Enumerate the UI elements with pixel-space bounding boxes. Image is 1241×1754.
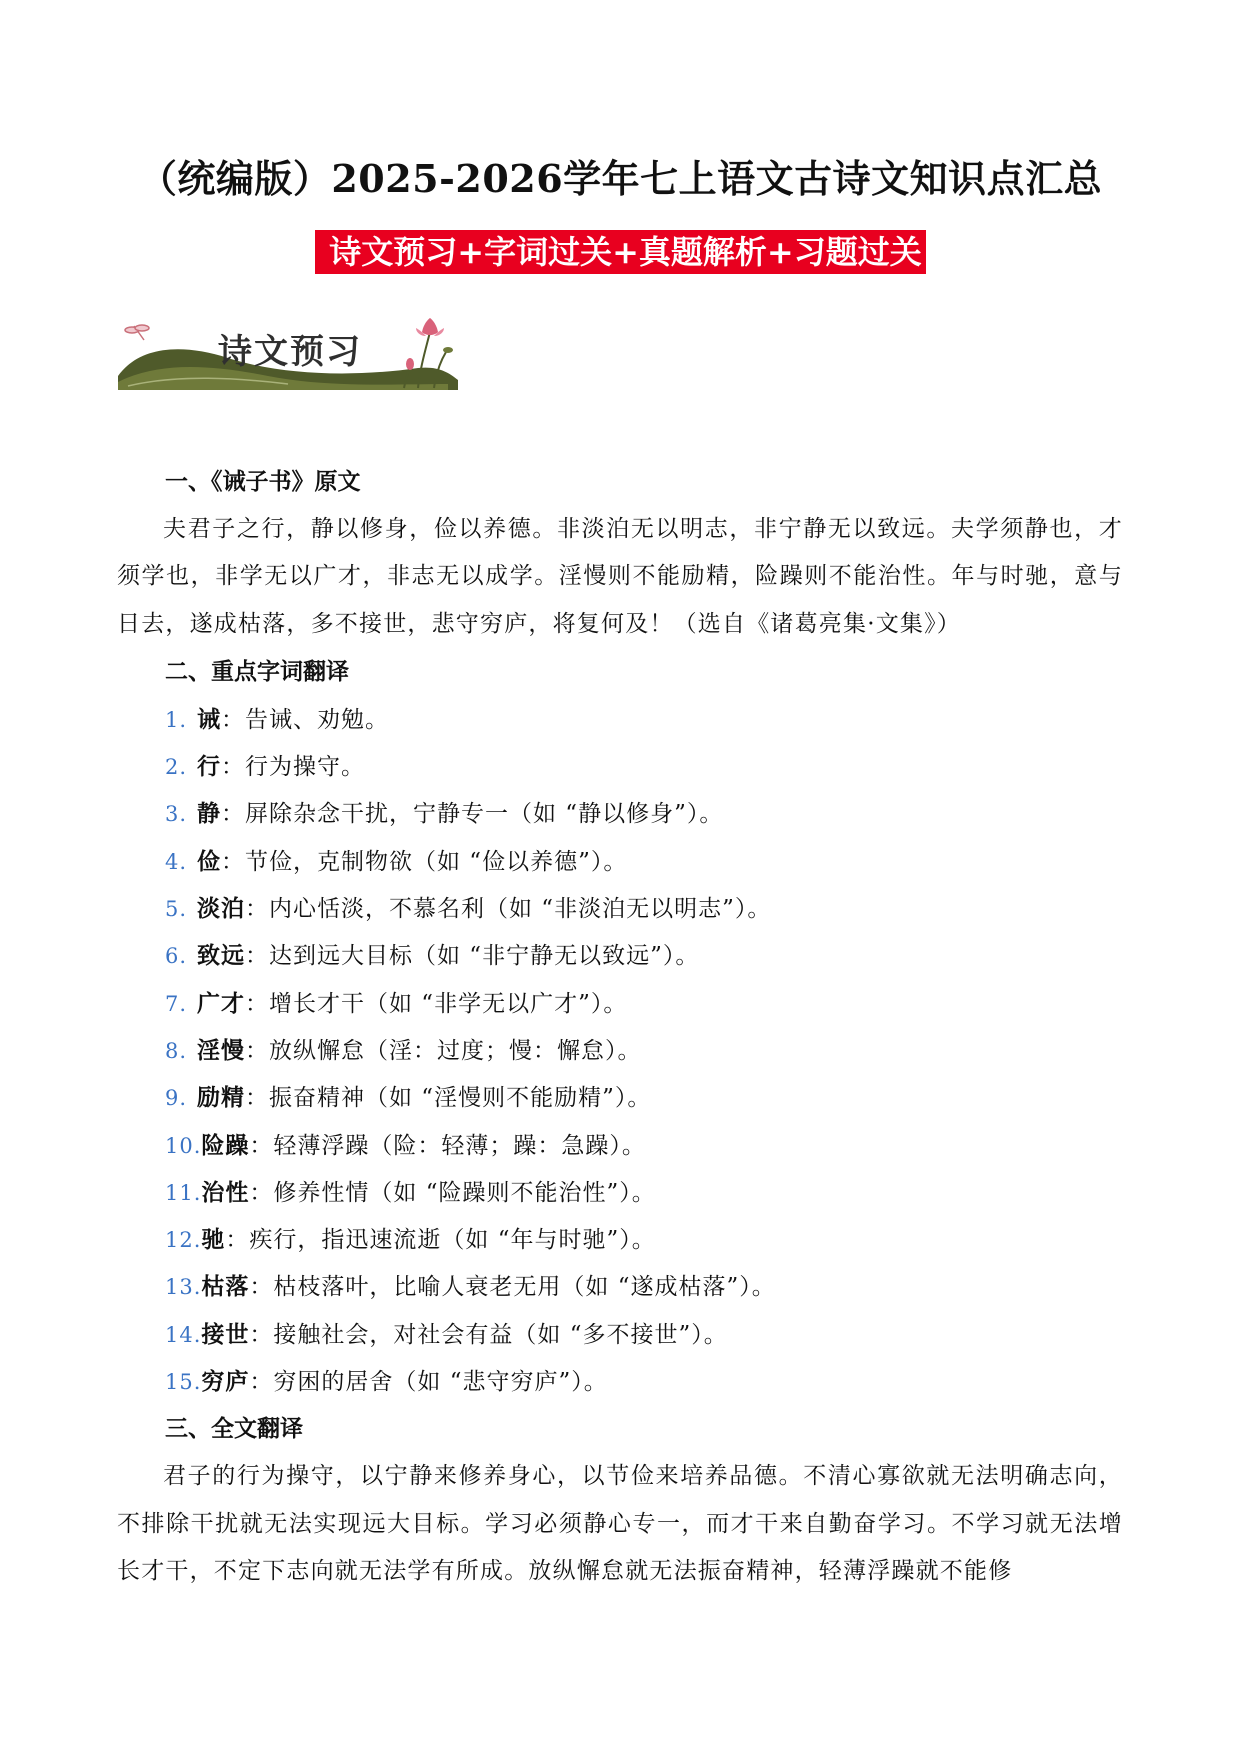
item-term: 接世 bbox=[201, 1320, 250, 1348]
section1-heading: 一、《诫子书》原文 bbox=[165, 468, 361, 495]
item-definition: 增长才干（如 “非学无以广才”）。 bbox=[269, 990, 628, 1017]
item-number: 9. bbox=[165, 1086, 188, 1111]
item-definition: 疾行，指迅速流逝（如 “年与时驰”）。 bbox=[249, 1227, 656, 1254]
item-separator: ： bbox=[249, 1321, 274, 1348]
list-item bbox=[117, 790, 1123, 837]
section3-heading: 三、全文翻译 bbox=[165, 1415, 303, 1443]
list-item bbox=[117, 1263, 1123, 1310]
item-number: 6. bbox=[165, 944, 188, 969]
list-item bbox=[117, 932, 1123, 979]
list-item bbox=[117, 1074, 1123, 1121]
item-definition: 接触社会，对社会有益（如 “多不接世”）。 bbox=[273, 1321, 728, 1348]
item-term: 治性 bbox=[201, 1178, 250, 1206]
list-item bbox=[117, 980, 1123, 1027]
list-item bbox=[117, 1358, 1123, 1405]
item-separator: ： bbox=[245, 990, 269, 1017]
banner-label: 诗文预习 bbox=[218, 332, 362, 372]
item-separator: ： bbox=[221, 848, 245, 875]
item-definition: 屏除杂念干扰，宁静专一（如 “静以修身”）。 bbox=[245, 801, 724, 828]
section2-heading: 二、重点字词翻译 bbox=[165, 657, 349, 685]
item-number: 1. bbox=[165, 707, 188, 732]
document-title: （统编版）2025-2026学年七上语文古诗文知识点汇总 bbox=[138, 156, 1103, 201]
item-term: 险躁 bbox=[201, 1131, 250, 1159]
item-term: 枯落 bbox=[201, 1273, 250, 1301]
item-number: 15. bbox=[165, 1370, 202, 1395]
item-number: 10. bbox=[165, 1133, 202, 1158]
section-banner bbox=[118, 318, 478, 390]
item-separator: ： bbox=[221, 754, 245, 781]
item-number: 2. bbox=[165, 755, 188, 780]
item-term: 淫慢 bbox=[197, 1036, 245, 1064]
item-separator: ： bbox=[249, 1132, 274, 1159]
item-separator: ： bbox=[245, 1085, 269, 1112]
list-item bbox=[117, 1027, 1123, 1074]
main-content bbox=[117, 458, 1123, 1595]
item-term: 驰 bbox=[201, 1226, 226, 1254]
item-number: 7. bbox=[165, 991, 188, 1016]
item-separator: ： bbox=[225, 1227, 250, 1254]
item-number: 5. bbox=[165, 897, 188, 922]
list-item bbox=[117, 1169, 1123, 1216]
item-term: 俭 bbox=[197, 847, 221, 875]
item-term: 致远 bbox=[197, 942, 245, 970]
item-separator: ： bbox=[221, 801, 245, 828]
item-term: 励精 bbox=[197, 1084, 245, 1112]
section3-text: 君子的行为操守，以宁静来修养身心，以节俭来培养品德。不清心寡欲就无法明确志向，不排除干扰就无法实现远大目标。学习必须静心专一，而才干来自勤奋学习。不学习就无法增长才干，不定下志向就无法学有所成。放纵懈怠就无法振奋精神，轻薄浮躁就不能修 bbox=[117, 1463, 1123, 1584]
item-separator: ： bbox=[245, 943, 269, 970]
subtitle-container bbox=[0, 230, 1241, 274]
item-term: 穷庐 bbox=[201, 1368, 250, 1396]
item-definition: 轻薄浮躁（险：轻薄；躁：急躁）。 bbox=[273, 1132, 646, 1159]
item-separator: ： bbox=[245, 896, 269, 923]
item-definition: 放纵懈怠（淫：过度；慢：懈怠）。 bbox=[269, 1037, 642, 1064]
item-definition: 振奋精神（如 “淫慢则不能励精”）。 bbox=[269, 1085, 652, 1112]
item-number: 13. bbox=[165, 1275, 202, 1300]
item-number: 14. bbox=[165, 1322, 202, 1347]
item-number: 3. bbox=[165, 802, 188, 827]
list-item bbox=[117, 1216, 1123, 1263]
item-number: 12. bbox=[165, 1228, 202, 1253]
item-separator: ： bbox=[249, 1274, 274, 1301]
subtitle-highlight: 诗文预习+字词过关+真题解析+习题过关 bbox=[315, 230, 925, 274]
item-term: 静 bbox=[197, 800, 221, 828]
section1-text: 夫君子之行，静以修身，俭以养德。非淡泊无以明志，非宁静无以致远。夫学须静也，才须学也，非学无以广才，非志无以成学。淫慢则不能励精，险躁则不能治性。年与时驰，意与日去，遂成枯落，多不接世，悲守穷庐，将复何及！（选自《诸葛亮集·文集》） bbox=[117, 516, 1123, 637]
list-item bbox=[117, 1311, 1123, 1358]
list-item bbox=[117, 743, 1123, 790]
item-number: 8. bbox=[165, 1038, 188, 1063]
item-term: 行 bbox=[197, 753, 221, 781]
item-term: 诫 bbox=[197, 705, 221, 733]
vocab-list bbox=[117, 696, 1123, 1405]
item-term: 淡泊 bbox=[197, 895, 245, 923]
item-separator: ： bbox=[245, 1037, 269, 1064]
item-separator: ： bbox=[249, 1369, 274, 1396]
item-definition: 行为操守。 bbox=[245, 754, 365, 781]
list-item bbox=[117, 885, 1123, 932]
list-item bbox=[117, 696, 1123, 743]
item-definition: 节俭，克制物欲（如 “俭以养德”）。 bbox=[245, 848, 628, 875]
item-definition: 穷困的居舍（如 “悲守穷庐”）。 bbox=[273, 1369, 608, 1396]
item-definition: 修养性情（如 “险躁则不能治性”）。 bbox=[273, 1179, 656, 1206]
item-number: 4. bbox=[165, 849, 188, 874]
item-definition: 告诫、劝勉。 bbox=[245, 706, 389, 733]
item-term: 广才 bbox=[197, 989, 245, 1017]
item-separator: ： bbox=[221, 706, 245, 733]
item-definition: 枯枝落叶，比喻人衰老无用（如 “遂成枯落”）。 bbox=[273, 1274, 776, 1301]
item-definition: 内心恬淡，不慕名利（如 “非淡泊无以明志”）。 bbox=[269, 896, 772, 923]
item-number: 11. bbox=[165, 1180, 202, 1205]
list-item bbox=[117, 1122, 1123, 1169]
item-separator: ： bbox=[249, 1179, 274, 1206]
list-item bbox=[117, 838, 1123, 885]
item-definition: 达到远大目标（如 “非宁静无以致远”）。 bbox=[269, 943, 700, 970]
